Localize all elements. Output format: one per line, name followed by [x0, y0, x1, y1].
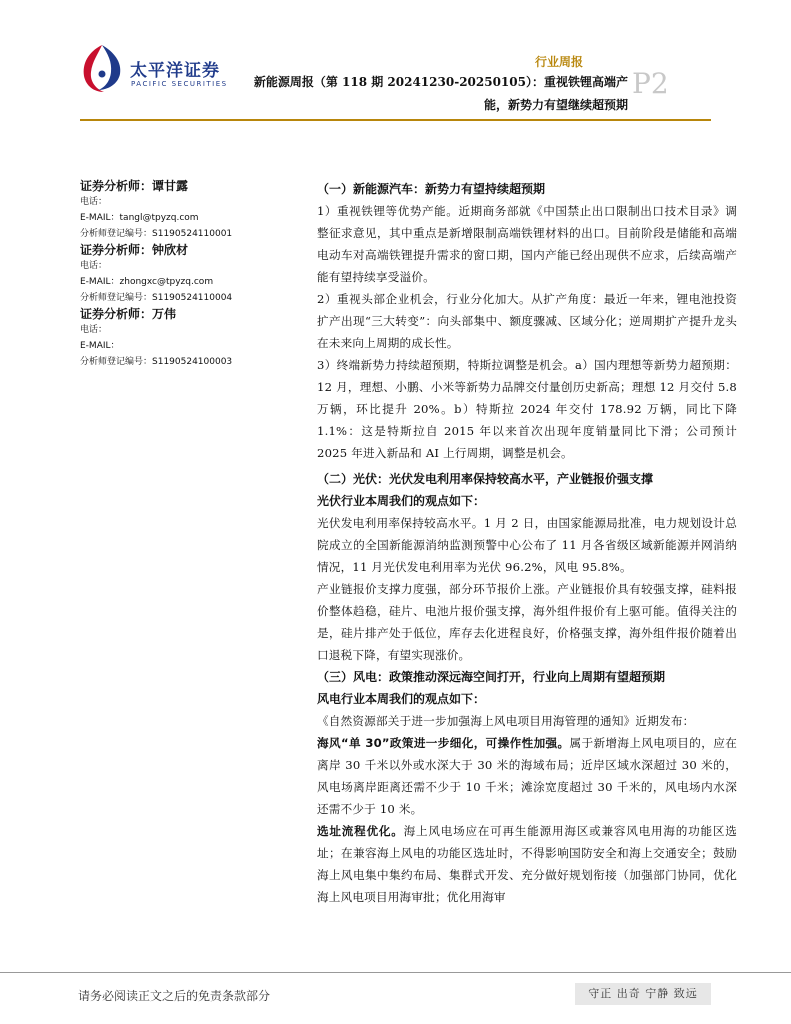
paragraph: 产业链报价支撑力度强，部分环节报价上涨。产业链报价具有较强支撑，硅料报价整体趋稳，硅片、电池片报价强支撑，海外组件报价有上驱可能。值得关注的是，硅片排产处于低位，库存去化进程良好，价格强支撑，海外组件报价随着出口退税下降，有望实现涨价。	[317, 582, 737, 662]
footer-motto: 守正 出奇 宁静 致远	[575, 983, 711, 1005]
paragraph: 光伏发电利用率保持较高水平。1 月 2 日，由国家能源局批准，电力规划设计总院成立的全国新能源消纳监测预警中心公布了 11 月各省级区域新能源并网消纳情况，11 月光伏发电利用率为光伏 96.2%，风电 95.8%。	[317, 516, 737, 574]
paragraph: 2）重视头部企业机会，行业分化加大。从扩产角度：最近一年来，锂电池投资扩产出现“三大转变”：向头部集中、额度骤减、区域分化；逆周期扩产提升龙头在未来向上周期的成长性。	[317, 292, 737, 350]
pacific-logo-icon	[78, 42, 126, 94]
footer-divider	[0, 972, 791, 973]
analyst-email[interactable]: E-MAIL：tangl@tpyzq.com	[80, 213, 199, 223]
analyst-name: 证券分析师：钟欣材	[80, 243, 189, 257]
logo-chinese-name: 太平洋证券	[130, 61, 220, 81]
report-title	[200, 71, 628, 117]
analyst-card	[80, 306, 280, 370]
section-heading-nev: （一）新能源汽车：新势力有望持续超预期	[317, 182, 546, 196]
analyst-phone: 电话：	[80, 261, 108, 271]
report-title-line1: 新能源周报（第 118 期 20241230-20250105）：重视铁锂高端产	[253, 75, 628, 89]
paragraph	[317, 732, 737, 820]
section-subheading: 光伏行业本周我们的观点如下：	[317, 494, 486, 508]
paragraph: 《自然资源部关于进一步加强海上风电项目用海管理的通知》近期发布：	[317, 714, 695, 728]
analyst-registration: 分析师登记编号：S1190524100003	[80, 357, 233, 367]
paragraph-text: 属于新增海上风电项目的，应在离岸 30 千米以外或水深大于 30 米的海域布局；近岸区域水深超过 30 米的，风电场离岸距离还需不少于 10 千米；滩涂宽度超过 30 千米的，风电场内水深还需不少于 10 米。	[317, 736, 737, 816]
analyst-registration: 分析师登记编号：S1190524110004	[80, 293, 233, 303]
analyst-phone: 电话：	[80, 197, 108, 207]
analyst-sidebar	[80, 178, 280, 370]
paragraph: 3）终端新势力持续超预期，特斯拉调整是机会。a）国内理想等新势力超预期：12 月，理想、小鹏、小米等新势力品牌交付量创历史新高；理想 12 月交付 5.8 万辆，环比提升 20%。b）特斯拉 2024 年交付 178.92 万辆，同比下降 1.1%：这是特斯拉自 2015 年以来首次出现年度销量同比下滑；公司预计 2025 年进入新品和 AI 上行周期，调整是机会。	[317, 358, 737, 460]
logo-english-name: PACIFIC SECURITIES	[131, 80, 228, 88]
paragraph-lead: 海风“单 30”政策进一步细化，可操作性加强。	[317, 736, 570, 750]
report-body	[317, 178, 737, 908]
analyst-name: 证券分析师：谭甘露	[80, 179, 189, 193]
section-heading-pv: （二）光伏：光伏发电利用率保持较高水平，产业链报价强支撑	[317, 472, 654, 486]
footer-disclaimer: 请务必阅读正文之后的免责条款部分	[78, 989, 271, 1003]
analyst-card	[80, 178, 280, 242]
report-title-line2: 能，新势力有望继续超预期	[483, 98, 628, 112]
analyst-email[interactable]: E-MAIL：	[80, 341, 120, 351]
paragraph	[317, 820, 737, 908]
section-heading-wind: （三）风电：政策推动深远海空间打开，行业向上周期有望超预期	[317, 670, 666, 684]
paragraph: 1）重视铁锂等优势产能。近期商务部就《中国禁止出口限制出口技术目录》调整征求意见，其中重点是新增限制高端铁锂材料的出口。目前阶段是储能和高端电动车对高端铁锂提升需求的窗口期，国内产能已经出现供不应求，后续高端产能有望持续享受溢价。	[317, 204, 737, 284]
paragraph-text: 海上风电场应在可再生能源用海区或兼容风电用海的功能区选址；在兼容海上风电的功能区选址时，不得影响国防安全和海上交通安全；鼓励海上风电集中集约布局、集群式开发、充分做好规划衔接（加强部门协同，优化海上风电项目用海审批；优化用海审	[317, 824, 737, 904]
page-number: P2	[632, 67, 669, 100]
analyst-name: 证券分析师：万伟	[80, 307, 177, 321]
paragraph-lead: 选址流程优化。	[317, 824, 404, 838]
report-type-label: 行业周报	[535, 55, 584, 69]
analyst-email[interactable]: E-MAIL：zhongxc@tpyzq.com	[80, 277, 214, 287]
analyst-registration: 分析师登记编号：S1190524110001	[80, 229, 233, 239]
header-divider	[80, 119, 711, 121]
analyst-card	[80, 242, 280, 306]
section-subheading: 风电行业本周我们的观点如下：	[317, 692, 486, 706]
analyst-phone: 电话：	[80, 325, 108, 335]
